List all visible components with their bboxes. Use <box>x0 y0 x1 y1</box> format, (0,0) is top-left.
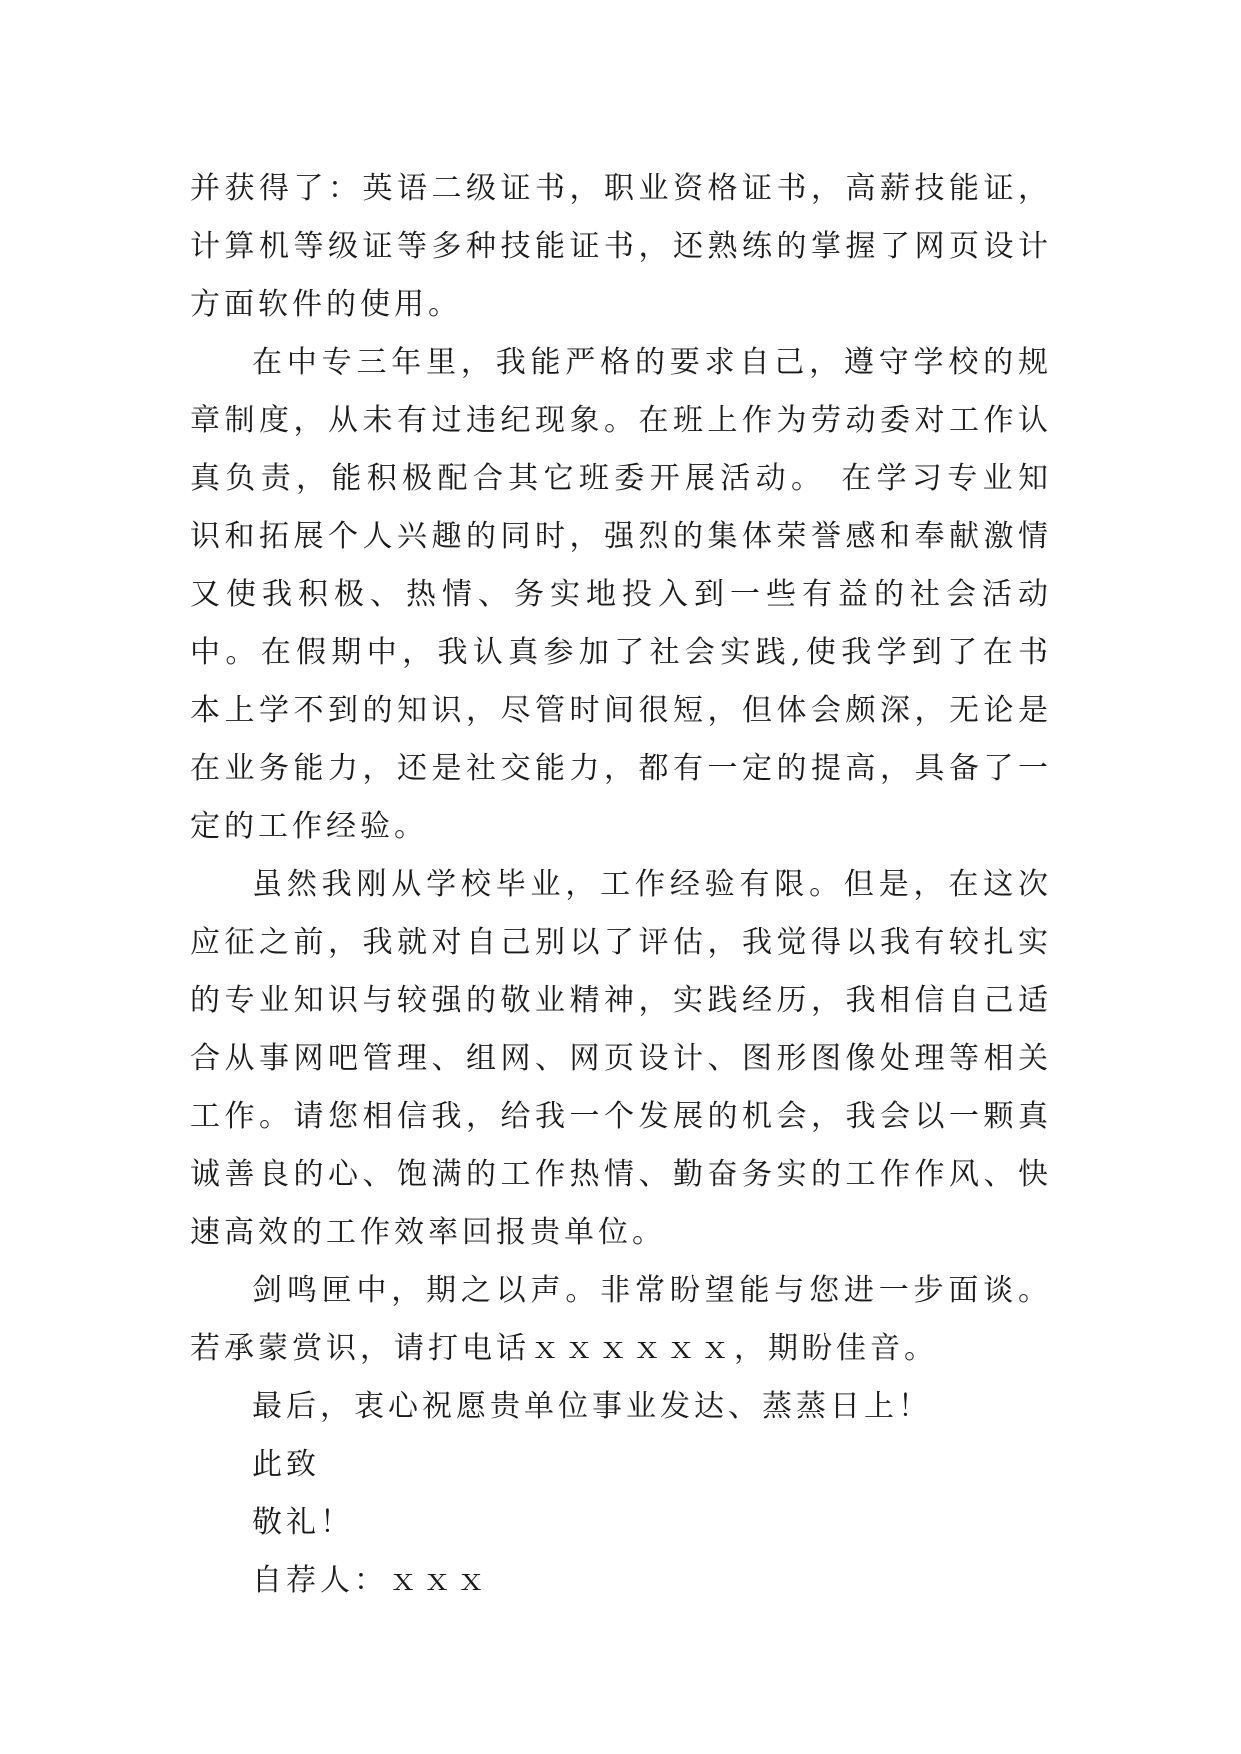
closing-regards: 敬礼！ <box>252 1505 354 1540</box>
signature-line: 自荐人：ｘｘｘ <box>252 1563 490 1598</box>
paragraph-contact-request: 剑鸣匣中，期之以声。非常盼望能与您进一步面谈。若承蒙赏识，请打电话ｘｘｘｘｘｘ，期盼佳音。 <box>190 1273 1052 1366</box>
document-body <box>190 160 1052 1610</box>
paragraph-self-assessment: 虽然我刚从学校毕业，工作经验有限。但是，在这次应征之前，我就对自己别以了评估，我觉得以我有较扎实的专业知识与较强的敬业精神，实践经历，我相信自己适合从事网吧管理、组网、网页设计、图形图像处理等相关工作。请您相信我，给我一个发展的机会，我会以一颗真诚善良的心、饱满的工作热情、勤奋务实的工作作风、快速高效的工作效率回报贵单位。 <box>190 867 1052 1250</box>
closing-wish: 最后，衷心祝愿贵单位事业发达、蒸蒸日上！ <box>252 1389 932 1424</box>
paragraph-certificates: 并获得了：英语二级证书，职业资格证书，高薪技能证，计算机等级证等多种技能证书，还熟练的掌握了网页设计方面软件的使用。 <box>190 171 1052 322</box>
paragraph-school-experience: 在中专三年里，我能严格的要求自己，遵守学校的规章制度，从未有过违纪现象。在班上作为劳动委对工作认真负责，能积极配合其它班委开展活动。 在学习专业知识和拓展个人兴趣的同时，强烈的集体荣誉感和奉献激情又使我积极、热情、务实地投入到一些有益的社会活动中。在假期中，我认真参加了社会实践,使我学到了在书本上学不到的知识，尽管时间很短，但体会颇深，无论是在业务能力，还是社交能力，都有一定的提高，具备了一定的工作经验。 <box>190 345 1052 844</box>
closing-salutation: 此致 <box>252 1447 320 1482</box>
